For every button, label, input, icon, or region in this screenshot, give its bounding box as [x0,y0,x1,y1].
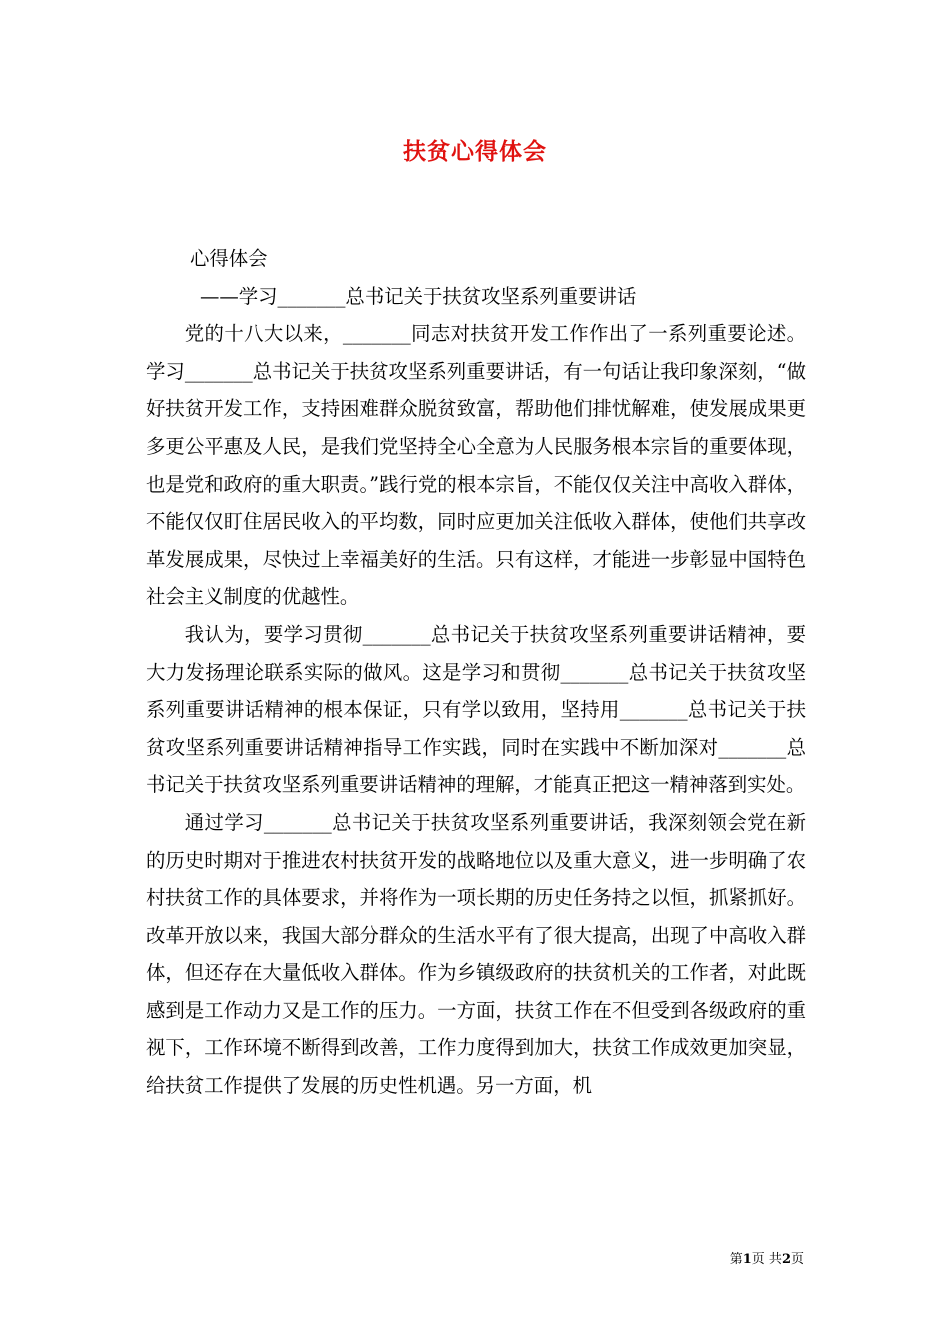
footer-middle: 页 共 [751,1252,782,1267]
section-subheading: ——学习_______总书记关于扶贫攻坚系列重要讲话 [200,284,637,308]
paragraph: 党的十八大以来，_______同志对扶贫开发工作作出了一系列重要论述。学习_______总书记关于扶贫攻坚系列重要讲话，有一句话让我印象深刻，“做好扶贫开发工作，支持困难群众脱贫致富，帮助他们排忧解难，使发展成果更多更公平惠及人民，是我们党坚持全心全意为人民服务根本宗旨的重要体现，也是党和政府的重大职责。”践行党的根本宗旨，不能仅仅关注中高收入群体，不能仅仅盯住居民收入的平均数，同时应更加关注低收入群体，使他们共享改革发展成果，尽快过上幸福美好的生活。只有这样，才能进一步彰显中国特色社会主义制度的优越性。 [146,322,806,609]
footer-prefix: 第 [729,1252,743,1267]
document-body [146,240,806,1105]
footer-suffix: 页 [790,1252,804,1267]
total-pages-number: 2 [781,1252,791,1267]
document-title: 扶贫心得体会 [403,138,547,165]
paragraph: 通过学习_______总书记关于扶贫攻坚系列重要讲话，我深刻领会党在新的历史时期对于推进农村扶贫开发的战略地位以及重大意义，进一步明确了农村扶贫工作的具体要求，并将作为一项长期的历史任务持之以恒，抓紧抓好。改革开放以来，我国大部分群众的生活水平有了很大提高，出现了中高收入群体，但还存在大量低收入群体。作为乡镇级政府的扶贫机关的工作者，对此既感到是工作动力又是工作的压力。一方面，扶贫工作在不但受到各级政府的重视下，工作环境不断得到改善，工作力度得到加大，扶贫工作成效更加突显，给扶贫工作提供了发展的历史性机遇。另一方面，机 [146,810,806,1098]
page-footer [730,1248,804,1267]
section-heading: 心得体会 [190,247,268,270]
current-page-number: 1 [742,1252,752,1267]
paragraph: 我认为，要学习贯彻_______总书记关于扶贫攻坚系列重要讲话精神，要大力发扬理论联系实际的做风。这是学习和贯彻_______总书记关于扶贫攻坚系列重要讲话精神的根本保证，只有学以致用，坚持用_______总书记关于扶贫攻坚系列重要讲话精神指导工作实践，同时在实践中不断加深对_______总书记关于扶贫攻坚系列重要讲话精神的理解，才能真正把这一精神落到实处。 [146,622,806,797]
